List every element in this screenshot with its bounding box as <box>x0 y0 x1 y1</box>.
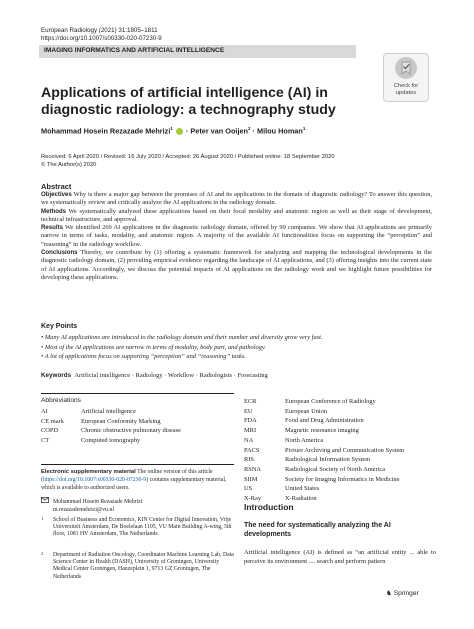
abbreviation-row <box>41 426 181 436</box>
abbr-key: FDA <box>244 417 257 425</box>
abbreviation-row <box>244 484 404 494</box>
badge-line1: Check for <box>393 83 419 89</box>
check-for-updates-button[interactable] <box>383 53 429 102</box>
abbr-value: Artificial intelligence <box>81 408 136 415</box>
abbreviation-row <box>244 475 404 485</box>
abstract-body <box>41 191 432 282</box>
article-dates <box>41 153 335 169</box>
abstract-heading: Abstract <box>41 182 72 191</box>
key-point: • Most of the AI applications are narrow in terms of modality, body part, and pathology. <box>41 343 266 351</box>
abstract-methods <box>41 208 432 225</box>
doi-link[interactable]: https://doi.org/10.1007/s00330-020-07230-9 <box>41 35 162 42</box>
abbr-key: US <box>244 485 253 493</box>
abbreviation-row <box>244 436 404 446</box>
abbreviation-row <box>244 416 404 426</box>
abbr-value: European Conference of Radiology <box>285 398 376 405</box>
conclusions-label: Conclusions <box>41 249 78 257</box>
methods-text: We systematically analyzed these applications based on their focal modality and anatomic region as well as their stage of development, technical infrastructure, and approval. <box>41 207 432 223</box>
bookmark-icon <box>395 57 417 79</box>
abbreviations-right <box>244 397 404 504</box>
abbr-value: Chronic obstructive pulmonary disease <box>81 427 181 435</box>
section-label: IMAGING INFORMATICS AND ARTIFICIAL INTELLIGENCE <box>44 47 225 54</box>
introduction-subheading: The need for systematically analyzing the AI developments <box>244 522 391 538</box>
badge-line2: updates <box>395 90 417 96</box>
abbr-key: MRI <box>244 427 257 435</box>
methods-label: Methods <box>41 207 67 215</box>
abbr-value: European Union <box>285 407 328 415</box>
abstract-results <box>41 224 432 249</box>
abstract-objectives <box>41 191 432 208</box>
keywords-label: Keywords <box>41 372 72 379</box>
abbreviation-row <box>244 465 404 475</box>
abbr-key: COPD <box>41 427 59 435</box>
journal-header <box>41 27 162 43</box>
abstract-conclusions <box>41 249 432 282</box>
introduction-heading: Introduction <box>244 502 294 512</box>
abbreviation-row <box>244 455 404 465</box>
esm-text: ) contains supplementary material, which is available to authorized users. <box>41 477 227 491</box>
publisher-logo <box>386 589 419 597</box>
affiliation-text: Department of Radiation Oncology, Coordinator Machine Learning Lab, Data Science Center in Health (DASH), University of Groningen, University Medical Center Groningen, Hanzeplein 1, 9713 GZ Groningen, The Netherlands <box>53 552 234 580</box>
abbr-value: Radiological Society of North America <box>285 465 386 473</box>
author-separator: · <box>250 126 258 136</box>
abbr-value: Food and Drug Administration <box>285 417 364 425</box>
author-3-affil: 1 <box>302 126 306 131</box>
key-points-heading: Key Points <box>41 323 78 330</box>
affiliation <box>41 552 234 581</box>
key-point: • Many AI applications are introduced to the radiology domain and their number and diversity grow very fast. <box>41 334 323 341</box>
journal-citation: European Radiology (2021) 31:1805–1811 <box>41 27 158 34</box>
article-title: Applications of artificial intelligence (AI) in diagnostic radiology: a technography study <box>41 85 336 118</box>
affiliation-number: 2 <box>41 551 44 556</box>
abbr-value: Magnetic resonance imaging <box>285 427 359 435</box>
results-text: We identified 269 AI applications in the diagnostic radiology domain, offered by 99 companies. We show that AI applications are primarily narrow in terms of tasks, modality, and anatomic region. A majority of the available AI functionalities focus on supporting the “perception” and “reasoning” in the radiology workflow. <box>41 224 432 248</box>
introduction-paragraph: Artificial intelligence (AI) is defined as “an artificial entity ... able to perceive its environment .... search and perform pattern <box>244 549 436 565</box>
abbreviation-row <box>244 397 404 407</box>
section-label-bar <box>39 45 356 58</box>
conclusions-text: Thereby, we contribute by (1) offering a systematic framework for analyzing and mapping the technological developments in the diagnostic radiology domain, (2) providing empirical evidence regarding the landscape of AI applications, and (3) offering insights into the current state of AI applications. Accordingly, we discuss the potential impacts of AI applications on the radiology work and we highlight future possibilities for developing these applications. <box>41 249 432 281</box>
abbr-key: RSNA <box>244 465 262 473</box>
divider <box>41 393 234 394</box>
affiliation-text: School of Business and Economics, KIN Center for Digital Innovation, Vrije Universiteit Amsterdam, De Boelelaan 1105, VU Main Building A-wing, 5th floor, 1081 HV Amsterdam, The Netherlands <box>53 517 232 538</box>
abbr-key: X-Ray <box>244 495 262 503</box>
publication-history: Received: 6 April 2020 / Revised: 16 July 2020 / Accepted: 26 August 2020 / Published online: 18 September 2020 <box>41 154 335 160</box>
abbr-key: RIS <box>244 456 254 464</box>
abbr-value: North America <box>285 436 324 444</box>
abbr-key: AI <box>41 408 48 415</box>
esm-text: The online version of this article ( <box>41 469 213 483</box>
affiliation <box>41 517 234 539</box>
abbreviation-row <box>41 417 181 427</box>
abbreviations-left <box>41 407 181 446</box>
objectives-text: Why is there a major gap between the promises of AI and its applications in the domain of diagnostic radiology? To answer this question, we systematically review and critically analyze the AI applications in the radiology domain. <box>41 191 432 207</box>
abbr-key: CE mark <box>41 417 64 425</box>
abbr-value: Society for Imaging Informatics in Medicine <box>285 475 400 483</box>
orcid-icon[interactable] <box>176 128 183 135</box>
copyright: © The Author(s) 2020 <box>41 162 97 168</box>
correspondence-name: Mohammad Hosein Rezazade Mehrizi <box>53 499 143 506</box>
keywords-text: Artificial intelligence · Radiology · Workflow · Radiologists · Forecasting <box>74 372 268 379</box>
correspondence-name-row <box>41 497 142 507</box>
abbr-value: European Conformity Marking <box>81 417 161 425</box>
author-1[interactable]: Mohammad Hosein Rezazade Mehrizi <box>41 126 171 136</box>
abbr-key: CT <box>41 437 50 445</box>
abbreviation-row <box>41 407 181 417</box>
esm-link[interactable]: https://doi.org/10.1007/s00330-020-07230-9 <box>42 477 147 483</box>
results-label: Results <box>41 224 64 232</box>
envelope-icon <box>41 497 53 507</box>
author-2-affil: 2 <box>248 126 251 131</box>
abbreviation-row <box>244 426 404 436</box>
supplementary-note <box>41 464 234 492</box>
abbr-value: Picture Archiving and Communication System <box>285 446 405 454</box>
author-2[interactable]: Peter van Ooijen <box>190 126 248 136</box>
abbr-key: SIIM <box>244 475 258 483</box>
author-list <box>41 126 305 135</box>
objectives-label: Objectives <box>41 191 72 198</box>
abbr-value: United States <box>285 485 320 493</box>
author-3[interactable]: Milou Homan <box>257 126 303 136</box>
abbr-key: PACS <box>244 446 260 454</box>
affiliation-number: 1 <box>41 516 44 521</box>
correspondence-email[interactable]: m.rezazademehrizi@vu.nl <box>53 506 115 513</box>
correspondence <box>41 497 142 514</box>
abbreviation-row <box>244 407 404 417</box>
abbr-key: EU <box>244 407 253 415</box>
springer-horse-icon: ♞ <box>386 590 392 597</box>
key-point: • A lot of applications focus on supporting “perception” and “reasoning” tasks. <box>41 353 246 360</box>
abbr-value: Computed tomography <box>81 437 141 445</box>
key-points-list <box>41 333 432 362</box>
author-1-affil: 1 <box>170 126 173 131</box>
abbreviation-row <box>41 436 181 446</box>
keywords <box>41 372 268 379</box>
publisher-name: Springer <box>393 590 419 597</box>
abbreviation-row <box>244 446 404 456</box>
abbreviations-heading: Abbreviations <box>41 397 81 404</box>
author-separator: · <box>183 126 191 136</box>
esm-label: Electronic supplementary material <box>41 469 136 475</box>
abbr-key: ECR <box>244 398 257 405</box>
abbr-value: Radiological Information System <box>285 456 371 464</box>
abbr-value: X-Radiation <box>285 495 317 503</box>
abbr-key: NA <box>244 436 254 444</box>
